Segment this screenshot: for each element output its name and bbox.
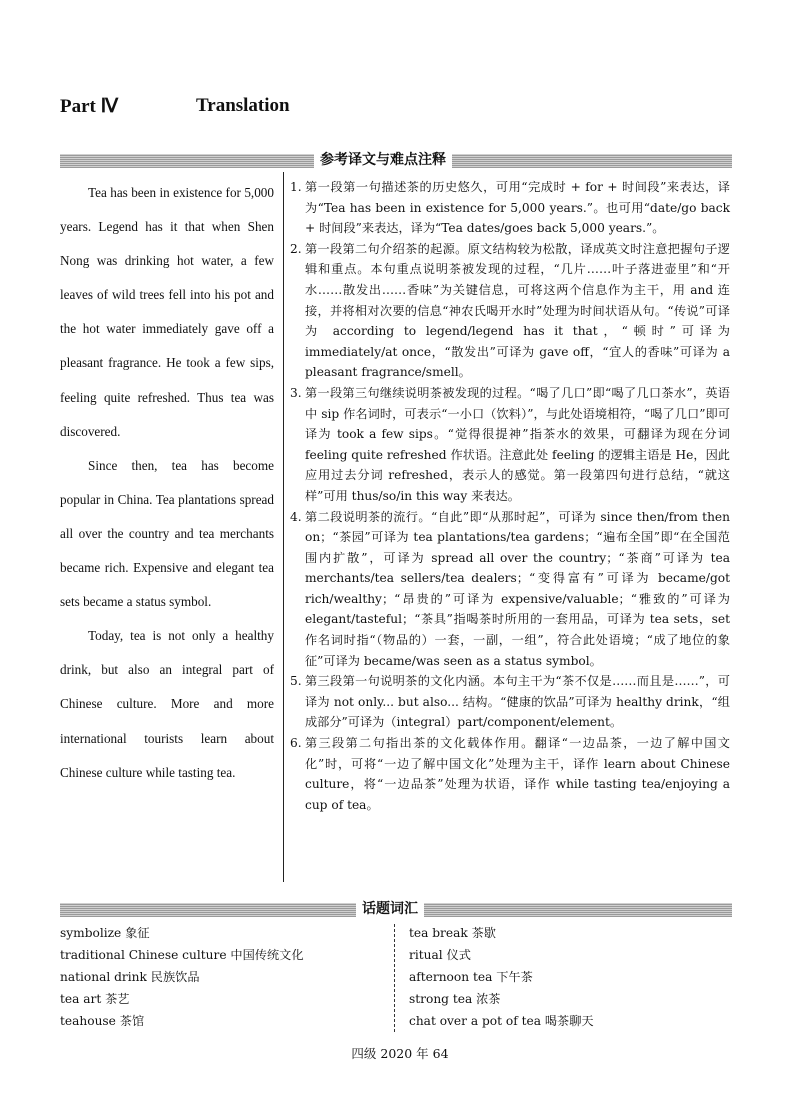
- note-text: 第二段说明茶的流行。“自此”即“从那时起”，可译为 since then/from then on；“茶园”可译为 tea plantations/tea gardens；“遍布全国”即“在全国范围内扩散”，可译为 spread all over the country；“茶商”可译为 tea merchants/tea sellers/tea dealers；“变得富有”可译为 became/got rich/wealthy；“昂贵的”可译为 expensive/valuable；“雅致的”可译为 elegant/tasteful；“茶具”指喝茶时所用的一套用品，可译为 tea sets，set 作名词时指“（物品的）一套，一副，一组”，符合此处语境；“成了地位的象征”可译为 became/was seen as a status symbol。: [305, 509, 730, 668]
- translation-paragraph-3: Today, tea is not only a healthy drink, but also an integral part of Chinese culture. More and more international tourists learn about Chinese culture while tasting tea.: [60, 628, 274, 780]
- notes-list: [290, 177, 730, 815]
- note-number: 6.: [290, 736, 302, 751]
- vocab-divider: [394, 924, 395, 1032]
- note-item: [290, 671, 730, 733]
- note-number: 2.: [290, 241, 302, 256]
- note-text: 第三段第二句指出茶的文化载体作用。翻译“一边品茶，一边了解中国文化”时，可将“一边了解中国文化”处理为主干，译作 learn about Chinese culture，将“一边品茶”处理为状语，译作 while tasting tea/enjoying a cup of tea。: [305, 736, 730, 812]
- translation-paragraph-1: Tea has been in existence for 5,000 years. Legend has it that when Shen Nong was drinking hot water, a few leaves of wild trees fell into his pot and the hot water immediately gave off a pleasant fragrance. He took a few sips, feeling quite refreshed. Thus tea was discovered.: [60, 185, 274, 439]
- vocab-item: ritual 仪式: [409, 948, 471, 962]
- vocab-item: afternoon tea 下午茶: [409, 970, 533, 984]
- note-text: 第一段第三句继续说明茶被发现的过程。“喝了几口”即“喝了几口茶水”，英语中 sip 作名词时，可表示“一小口（饮料）”，与此处语境相符，“喝了几口”即可译为 took a few sips。“觉得很提神”指茶水的效果，可翻译为现在分词 feeling quite refreshed 作状语。注意此处 feeling 的逻辑主语是 He，因此应用过去分词 refreshed，表示人的感觉。第一段第四句进行总结，“就这样”可用 thus/so/in this way 来表达。: [305, 385, 730, 503]
- note-item: [290, 733, 730, 815]
- note-item: [290, 383, 730, 507]
- note-number: 1.: [290, 180, 302, 194]
- note-text: 第一段第一句描述茶的历史悠久，可用“完成时 + for + 时间段”来表达，译为“Tea has been in existence for 5,000 years.”。也可用“date/go back + 时间段”来表达，译为“Tea dates/goes back 5,000 years.”。: [305, 180, 730, 236]
- vocab-left-column: [60, 922, 304, 1032]
- note-item: [290, 177, 730, 239]
- note-text: 第一段第二句介绍茶的起源。原文结构较为松散，译成英文时注意把握句子逻辑和重点。本句重点说明茶被发现的过程，“几片……叶子落进壶里”和“开水……散发出……香味”为关键信息，可将这两个信息作为主干，用 and 连接，并将相对次要的信息“神农氏喝开水时”处理为时间状语从句。“传说”可译为 according to legend/legend has it that，“顿时”可译为 immediately/at once，“散发出”可译为 gave off，“宜人的香味”可译为 a pleasant fragrance/smell。: [305, 241, 730, 380]
- part-heading: [60, 95, 290, 118]
- vocab-item: tea break 茶歇: [409, 926, 496, 940]
- vocab-item: strong tea 浓茶: [409, 992, 501, 1006]
- part-number: Part Ⅳ: [60, 96, 119, 117]
- vocab-item: chat over a pot of tea 喝茶聊天: [409, 1014, 594, 1028]
- note-item: [290, 239, 730, 383]
- column-divider: [283, 172, 284, 882]
- section-title: Translation: [196, 95, 290, 116]
- note-item: [290, 507, 730, 672]
- note-number: 3.: [290, 385, 302, 400]
- translation-text: [60, 176, 274, 790]
- vocab-item: tea art 茶艺: [60, 992, 130, 1006]
- vocab-right-column: [409, 922, 594, 1032]
- vocab-item: teahouse 茶馆: [60, 1014, 145, 1028]
- page-footer: 四级 2020 年 64: [351, 1046, 449, 1061]
- vocab-title: 话题词汇: [356, 898, 424, 918]
- note-number: 4.: [290, 509, 302, 524]
- note-text: 第三段第一句说明茶的文化内涵。本句主干为“茶不仅是……而且是……”，可译为 not only... but also... 结构。“健康的饮品”可译为 healthy drink，“组成部分”可译为（integral）part/component/element。: [305, 674, 730, 730]
- vocab-item: national drink 民族饮品: [60, 970, 200, 984]
- note-number: 5.: [290, 674, 302, 689]
- translation-paragraph-2: Since then, tea has become popular in China. Tea plantations spread all over the country and tea merchants became rich. Expensive and elegant tea sets became a status symbol.: [60, 457, 274, 610]
- vocab-item: traditional Chinese culture 中国传统文化: [60, 948, 304, 962]
- banner-title: 参考译文与难点注释: [314, 149, 452, 169]
- vocab-item: symbolize 象征: [60, 926, 150, 940]
